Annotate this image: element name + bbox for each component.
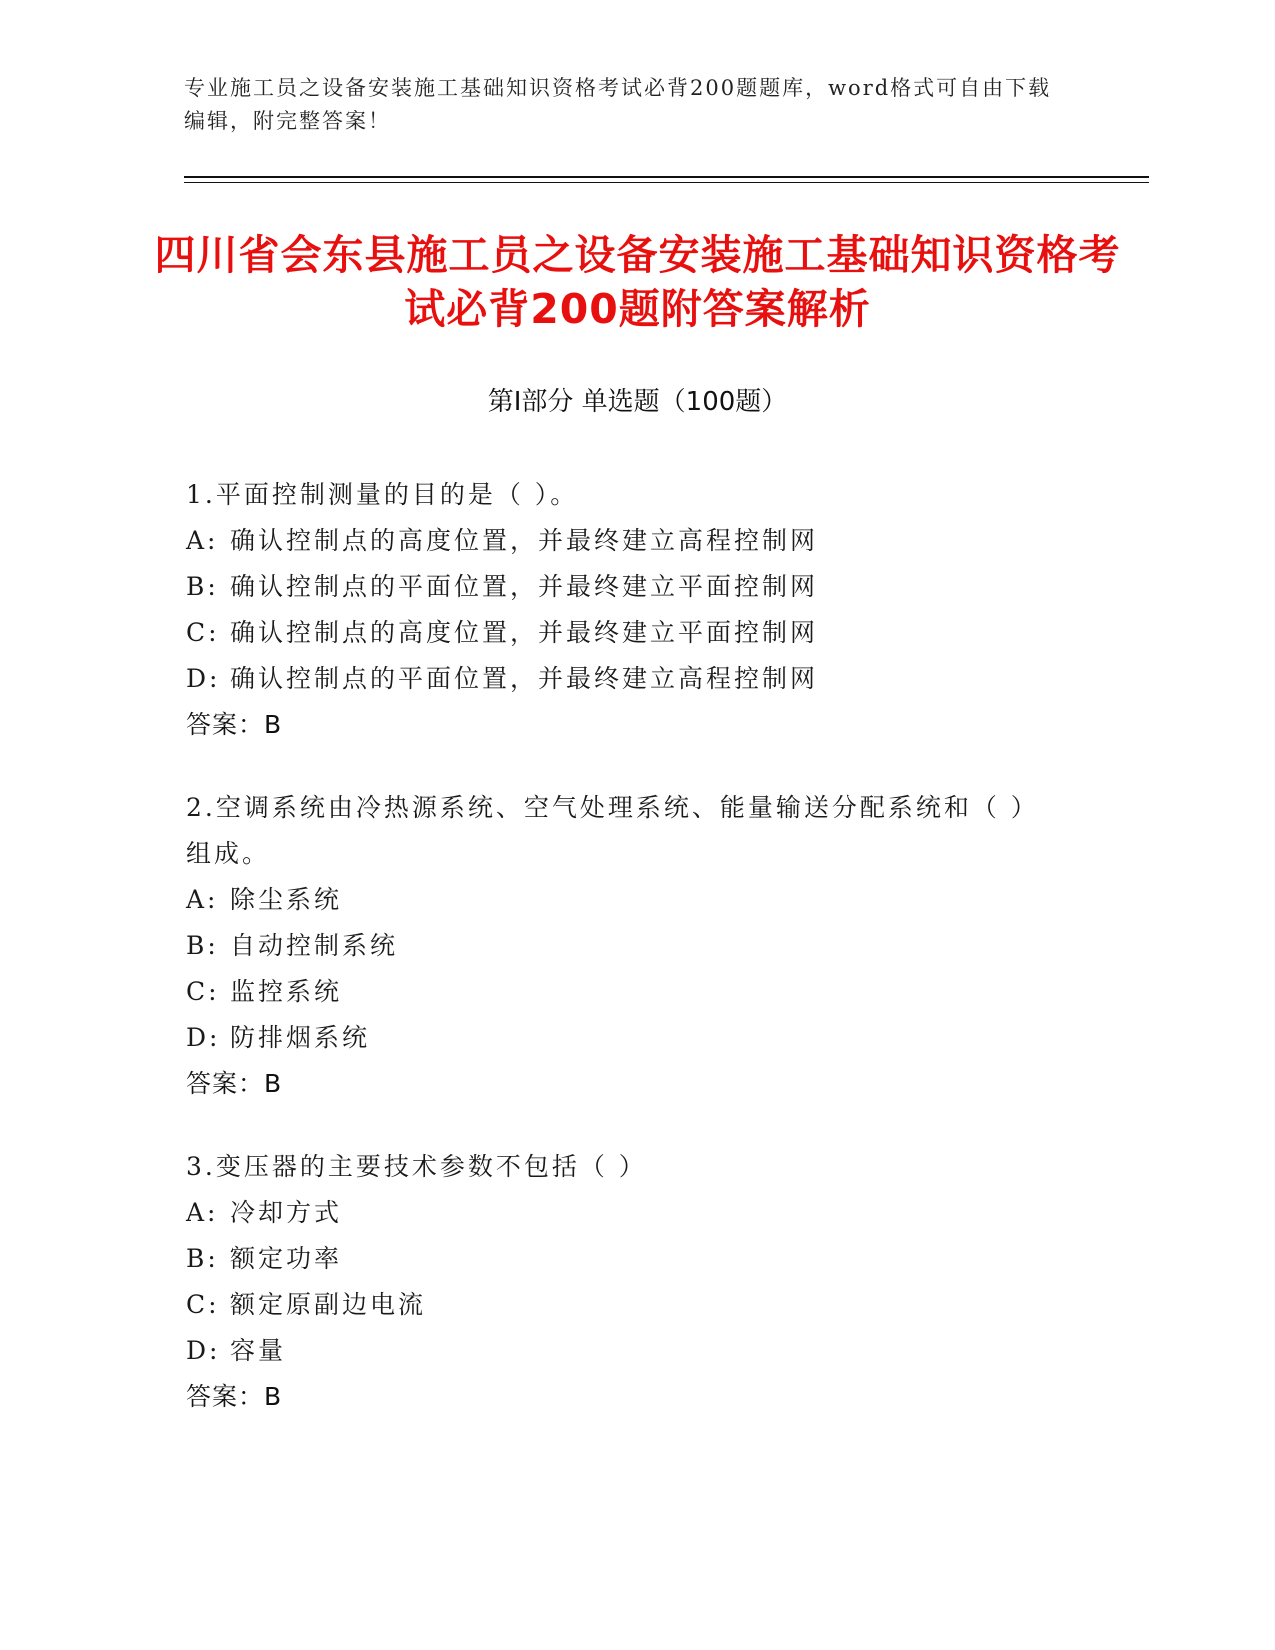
- header-divider-thick: [184, 176, 1149, 178]
- option-letter: A:: [186, 885, 219, 914]
- option-c: [186, 1282, 1086, 1328]
- option-b: [186, 564, 1086, 610]
- option-text: 防排烟系统: [230, 1023, 371, 1052]
- option-letter: A:: [186, 526, 219, 555]
- document-title: 四川省会东县施工员之设备安装施工基础知识资格考试必背200题附答案解析: [154, 231, 1121, 333]
- option-text: 确认控制点的高度位置，并最终建立平面控制网: [230, 618, 819, 647]
- option-c: [186, 610, 1086, 656]
- option-letter: B:: [186, 572, 219, 601]
- option-text: 额定原副边电流: [230, 1290, 427, 1319]
- option-text: 容量: [230, 1336, 287, 1365]
- answer: 答案：B: [186, 1069, 283, 1098]
- option-text: 确认控制点的平面位置，并最终建立高程控制网: [230, 664, 819, 693]
- option-text: 自动控制系统: [230, 931, 399, 960]
- header-note: 专业施工员之设备安装施工基础知识资格考试必背200题题库，word格式可自由下载编辑，附完整答案！: [184, 76, 1052, 133]
- option-letter: A:: [186, 1198, 219, 1227]
- option-b: [186, 1236, 1086, 1282]
- option-letter: D:: [186, 1336, 221, 1365]
- question-3: [186, 1144, 1086, 1420]
- answer: 答案：B: [186, 1382, 283, 1411]
- option-b: [186, 923, 1086, 969]
- question-list: [186, 472, 1086, 1457]
- option-a: [186, 877, 1086, 923]
- answer: 答案：B: [186, 710, 283, 739]
- option-d: [186, 1015, 1086, 1061]
- option-text: 冷却方式: [230, 1198, 343, 1227]
- option-a: [186, 1190, 1086, 1236]
- option-text: 确认控制点的高度位置，并最终建立高程控制网: [230, 526, 819, 555]
- option-letter: B:: [186, 931, 219, 960]
- option-c: [186, 969, 1086, 1015]
- option-letter: C:: [186, 1290, 220, 1319]
- question-2: [186, 785, 1086, 1107]
- option-letter: C:: [186, 977, 220, 1006]
- question-text: 2.空调系统由冷热源系统、空气处理系统、能量输送分配系统和（ ）组成。: [186, 793, 1039, 868]
- option-letter: D:: [186, 664, 221, 693]
- question-text: 3.变压器的主要技术参数不包括（ ）: [186, 1152, 647, 1181]
- option-text: 监控系统: [230, 977, 343, 1006]
- option-a: [186, 518, 1086, 564]
- option-d: [186, 656, 1086, 702]
- option-text: 确认控制点的平面位置，并最终建立平面控制网: [230, 572, 819, 601]
- option-text: 额定功率: [230, 1244, 343, 1273]
- question-1: [186, 472, 1086, 748]
- section-title: 第Ⅰ部分 单选题（100题）: [487, 387, 788, 417]
- option-letter: D:: [186, 1023, 221, 1052]
- option-d: [186, 1328, 1086, 1374]
- option-letter: C:: [186, 618, 220, 647]
- question-text: 1.平面控制测量的目的是（ ）。: [186, 480, 579, 509]
- option-text: 除尘系统: [230, 885, 343, 914]
- option-letter: B:: [186, 1244, 219, 1273]
- header-divider-thin: [184, 182, 1149, 183]
